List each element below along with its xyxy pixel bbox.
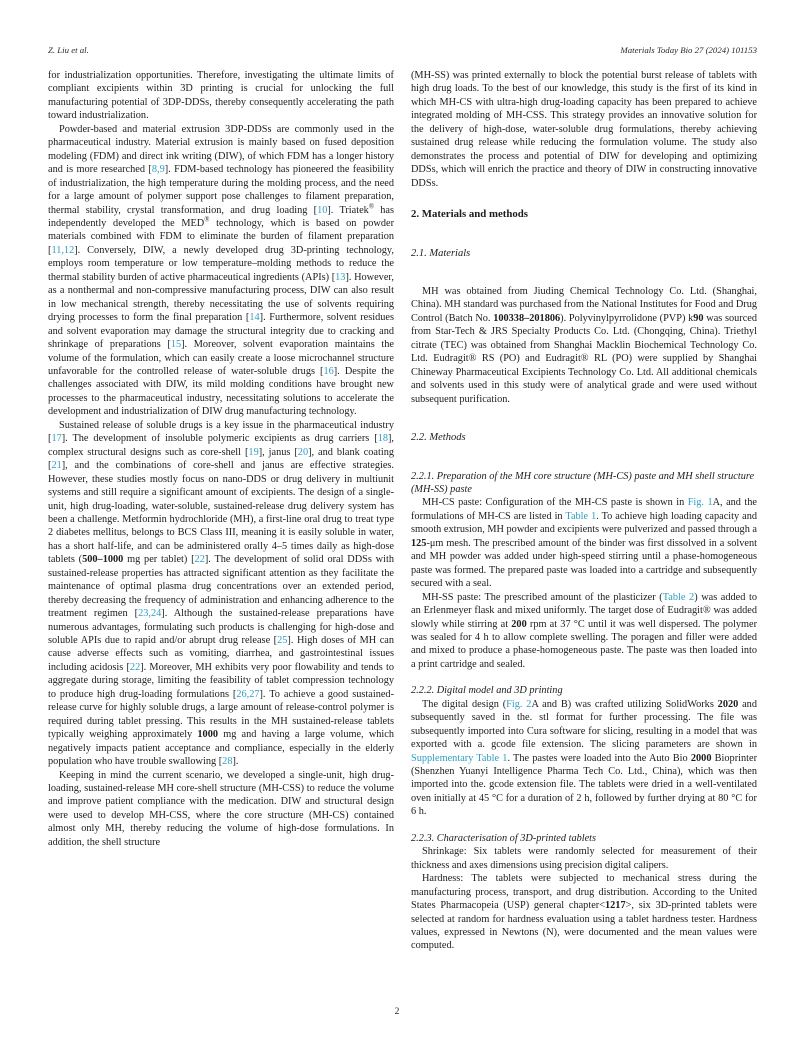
citation-link[interactable]: 22 bbox=[129, 661, 141, 673]
text-span: 2020 bbox=[717, 698, 739, 710]
text-span: Sustained release of soluble drugs is a key issue in the pharmaceutical industry [ bbox=[48, 419, 394, 445]
text-span: MH was obtained from Jiuding Chemical Technology Co. Ltd. (Shanghai, China). MH standard was purchased from the National Institutes for Food and Drug Control (Batch No. bbox=[411, 285, 757, 324]
citation-link[interactable]: 22 bbox=[194, 554, 205, 566]
text-span: mg and having a large volume, which negatively impacts patient acceptance and compliance, especially in the elderly population who have trouble swallowing [ bbox=[48, 729, 394, 768]
methods-paragraph-shrinkage bbox=[411, 845, 757, 872]
methods-paragraph-hardness bbox=[411, 872, 757, 953]
subsubsection-heading-paste-preparation bbox=[411, 470, 757, 497]
text-span: ) was added to an Erlenmeyer flask and mixed uniformly. The target dose of Eudragit® was added slowly while stirring at bbox=[411, 591, 757, 630]
citation-link[interactable]: Fig. 1 bbox=[687, 497, 713, 509]
text-span: 2000 bbox=[690, 752, 712, 764]
text-span: 500–1000 bbox=[82, 554, 124, 566]
subsection-heading-methods bbox=[411, 431, 757, 444]
text-span: ], complex structural designs such as core-shell [ bbox=[48, 433, 394, 458]
citation-link[interactable]: 14 bbox=[249, 312, 260, 324]
text-span: ]. bbox=[232, 756, 239, 768]
running-head bbox=[48, 45, 757, 55]
text-span: ]. Despite the challenges associated with DIW, its mild molding conditions have brought new processes to the pharmaceutical industry, necessitating solutions to accelerate the development and industrialization of DIW drug manufacturing technology. bbox=[48, 365, 394, 418]
text-span: ]. Moreover, MH exhibits very poor flowability and tends to aggregate during storage, limiting the feasibility of tablet compression technology to produce high drug-loading formulations [ bbox=[48, 661, 394, 700]
text-span: ]. Although the sustained-release preparations have numerous advantages, formulating such products is challenging for high-dose and soluble APIs due to rapid and/or abrupt drug release [ bbox=[48, 608, 394, 647]
text-span: >, six 3D-printed tablets were selected at random for hardness evaluation using a tablet hardness tester. Hardness values, expressed in Newtons (N), were documented and the mean values were computed. bbox=[411, 900, 757, 952]
two-column-body bbox=[48, 69, 757, 953]
citation-link[interactable]: 16 bbox=[323, 365, 334, 377]
text-span: The digital design ( bbox=[422, 698, 507, 710]
text-span: 1217 bbox=[605, 900, 626, 912]
citation-link[interactable]: 8,9 bbox=[151, 164, 165, 176]
text-span: for industrialization opportunities. Therefore, investigating the ultimate limits of compliant excipients within 3D printing is crucial for unlocking the full manufacturing potential of 3DP-DDSs, thereby consequently accelerating the path toward industrialization. bbox=[48, 70, 394, 122]
citation-link[interactable]: Table 2 bbox=[662, 591, 695, 603]
text-span: A, and the formulations of MH-CS are listed in bbox=[411, 497, 757, 522]
text-span: Keeping in mind the current scenario, we developed a single-unit, high drug-loading, sustained-release MH core-shell structure (MH-CSS) to reduce the volume and improve patient compliance with the medication. DIW and structural design were used to develop MH-CSS, where the core structure (MH-CS) contained almost only MH, thereby reducing the volume of high-dose formulations. In addition, the shell structure bbox=[48, 769, 394, 848]
text-span: . The pastes were loaded into the Auto Bio bbox=[507, 752, 691, 764]
text-span: 100338–201806 bbox=[493, 312, 561, 324]
subsection-heading-materials bbox=[411, 247, 757, 260]
text-span: ], janus [ bbox=[258, 446, 298, 458]
text-span: ). Polyvinylpyrrolidone (PVP) k bbox=[560, 312, 694, 324]
right-column bbox=[411, 69, 757, 953]
text-span: MH-CS paste: Configuration of the MH-CS paste is shown in bbox=[422, 497, 688, 509]
text-span: . To achieve high loading capacity and smooth extrusion, MH powder and excipients were pulverized and passed through a bbox=[411, 510, 758, 536]
text-span: 200 bbox=[511, 618, 527, 630]
text-span: MH-SS paste: The prescribed amount of the plasticizer ( bbox=[422, 591, 663, 603]
citation-link[interactable]: 28 bbox=[222, 756, 233, 768]
text-span: rpm at 37 °C until it was well dispersed. The polymer was sealed for 4 h to allow complete swelling. The poragen and filler were added and mixed to produce a phase-homogeneous paste. The paste was then loaded into a print cartridge and sealed. bbox=[411, 618, 758, 670]
text-span: ]. The development of insoluble polymeric excipients as drug carriers [ bbox=[61, 433, 378, 445]
text-span: ]. Furthermore, solvent residues and solvent evaporation may damage the structural integrity due to cracking and shrinkage of preparations [ bbox=[48, 312, 394, 351]
citation-link[interactable]: 11,12 bbox=[51, 244, 75, 256]
text-span: technology, which is based on powder materials combined with FDM to eliminate the burden of filament preparation [ bbox=[48, 217, 394, 256]
intro-paragraph-current-scenario bbox=[48, 769, 394, 850]
text-span: 2.2.1. Preparation of the MH core structure (MH-CS) paste and MH shell structure (MH-SS) paste bbox=[411, 470, 755, 495]
text-span: ], and the combinations of core-shell and janus are effective strategies. However, these studies mostly focus on nano-DDS or drug delivery in multiunit systems and still require a significant amount of excipients. The design of a single-unit, high drug-loading, water-soluble, sustained-release drug delivery system has been a challenge. Metformin hydrochloride (MH), a first-line oral drug to treat type 2 diabetes mellitus, belongs to BCS Class III, meaning it is easily soluble in water, has a short half-life, and can be administered orally 4–5 times daily as high-dose tablets ( bbox=[48, 460, 394, 566]
citation-link[interactable]: 26,27 bbox=[236, 688, 260, 700]
citation-link[interactable]: 18 bbox=[377, 433, 388, 445]
text-span: Shrinkage: Six tablets were randomly selected for measurement of their thickness and axes dimensions using precision digital calipers. bbox=[411, 846, 757, 871]
citation-link[interactable]: 10 bbox=[317, 204, 328, 216]
subsubsection-heading-digital-model bbox=[411, 684, 757, 697]
text-span: 2.2. Methods bbox=[411, 432, 466, 444]
methods-paragraph-mhcs-paste bbox=[411, 496, 757, 590]
text-span: ], and blank coating [ bbox=[48, 446, 394, 472]
citation-link[interactable]: 17 bbox=[51, 433, 62, 445]
text-span: ]. Conversely, DIW, a newly developed drug 3D-printing technology, employs room temperature or low temperature–molding methods to reduce the thermal stability burden of active pharmaceutical ingredients (APIs) [ bbox=[48, 244, 394, 283]
left-column bbox=[48, 69, 394, 953]
text-span: mg per tablet) [ bbox=[123, 554, 195, 566]
text-span: ]. Moreover, solvent evaporation maintains the volume of the formulation, which can easily create a loose microchannel structure unfavorable for the controlled release of water-soluble drugs [ bbox=[48, 339, 394, 377]
text-span: was sourced from Star-Tech & JRS Specialty Products Co. Ltd. (Chongqing, China). Triethyl citrate (TEC) was obtained from Shanghai Macklin Biochemical Technology Co. Ltd. Eudragit® RS (PO) and Eudragit® RL (PO) were supplied by Shanghai Chineway Pharmaceutical Excipients Technology Co. Ltd. All additional chemicals and solvents used in this study were of analytical grade and were used without subsequent purification. bbox=[411, 312, 758, 405]
citation-link[interactable]: 20 bbox=[297, 446, 309, 458]
text-span: Powder-based and material extrusion 3DP-DDSs are commonly used in the pharmaceutical industry. Material extrusion is mainly based on fused deposition modeling (FDM) and direct ink writing (DIW), of which FDM has a longer history and is more researched [ bbox=[48, 123, 394, 176]
intro-paragraph-sustained-release bbox=[48, 419, 394, 769]
running-head-journal: Materials Today Bio 27 (2024) 101153 bbox=[620, 45, 757, 55]
citation-link[interactable]: Table 1 bbox=[565, 510, 597, 522]
text-span: ]. However, as a nonthermal and non-compressive manufacturing process, DIW can also result in low mechanical strength, thereby necessitating the use of solvents requiring drying processes to form the final preparation [ bbox=[48, 271, 394, 324]
text-span: 125 bbox=[411, 537, 427, 549]
text-span: ® bbox=[368, 203, 374, 211]
text-span: 1000 bbox=[197, 729, 218, 741]
text-span: and subsequently saved in the. stl format for further processing. The file was subsequently imported into Cura software for slicing, resulting in a model that was exported with a. gcode file extension. The slicing parameters are shown in bbox=[411, 698, 757, 751]
text-span: 90 bbox=[693, 312, 704, 324]
methods-paragraph-digital-design bbox=[411, 698, 757, 819]
text-span: ]. To achieve a good sustained-release curve for highly soluble drugs, a large amount of release-control polymer is required during tablet pressing. This results in the MH sustained-release tablets typically weighing approximately bbox=[48, 688, 394, 741]
text-span: ]. Triatek bbox=[327, 204, 369, 216]
text-span: (MH-SS) was printed externally to block the potential burst release of tablets with high drug loads. To the best of our knowledge, this study is the first of its kind in which MH-CS with ultra-high drug-loading capacity has been prepared to achieve integrated molding of MH-CSS. This strategy provides an innovative solution for the delivery of high-dose, water-soluble drug formulations, thereby achieving sustained drug release while reducing the formulation volume. The study also demonstrates the process and potential of DIW for developing and optimizing DDSs, which will enrich the practice and theory of DIW in constructing innovative DDSs. bbox=[411, 70, 757, 189]
text-span: -μm mesh. The prescribed amount of the binder was first dissolved in a solvent and MH powder was added under high-speed stirring until a phase-homogeneous paste was formed. The prepared paste was loaded into a cartridge and subsequently secured with a seal. bbox=[411, 537, 757, 590]
intro-paragraph-continuation bbox=[48, 69, 394, 123]
section-heading-materials-and-methods bbox=[411, 208, 757, 221]
text-span: ® bbox=[204, 216, 210, 224]
citation-link[interactable]: 13 bbox=[335, 271, 346, 283]
text-span: A and B) was crafted utilizing SolidWorks bbox=[531, 698, 718, 710]
materials-paragraph bbox=[411, 285, 757, 406]
text-span: ]. The development of solid oral DDSs with sustained-release properties has attracted significant attention as they facilitate the maintenance of optimal plasma drug concentrations over an extended period, thereby decreasing the frequency of administration and enhancing adherence to the treatment regimen [ bbox=[48, 554, 394, 620]
citation-link[interactable]: 15 bbox=[170, 339, 182, 351]
citation-link[interactable]: 25 bbox=[277, 635, 288, 647]
text-span: 2. Materials and methods bbox=[411, 208, 528, 221]
text-span: Bioprinter (Shenzhen Yuanyi Intelligence Pharma Tech Co. Ltd., China), which was then imported into the. gcode extension file. The tablets were dried in a well-ventilated oven initially at 45 °C for a duration of 2 h, followed by further drying at 80 °C for 6 h. bbox=[411, 752, 758, 818]
page-number: 2 bbox=[394, 1007, 400, 1017]
text-span: 2.2.3. Characterisation of 3D-printed tablets bbox=[411, 832, 597, 844]
text-span: 2.1. Materials bbox=[411, 247, 471, 259]
citation-link[interactable]: 21 bbox=[51, 460, 62, 472]
intro-paragraph-mhss bbox=[411, 69, 757, 190]
intro-paragraph-extrusion bbox=[48, 123, 394, 419]
running-head-author: Z. Liu et al. bbox=[48, 45, 89, 55]
text-span: ]. FDM-based technology has pioneered the feasibility of industrialization, the high temperature during the molding process, and the need for a large amount of polymer support pose challenges to filament preparation, thermal stability, crystal transformation, and drug loading [ bbox=[48, 164, 394, 216]
methods-paragraph-mhss-paste bbox=[411, 591, 757, 672]
citation-link[interactable]: 23,24 bbox=[138, 608, 162, 620]
text-span: 2.2.2. Digital model and 3D printing bbox=[411, 685, 563, 697]
citation-link[interactable]: Supplementary Table 1 bbox=[411, 752, 508, 764]
text-span: ]. High doses of MH can cause adverse effects such as vomiting, diarrhea, and gastrointestinal issues including acidosis [ bbox=[48, 635, 395, 673]
text-span: has independently developed the MED bbox=[48, 204, 394, 229]
citation-link[interactable]: Fig. 2 bbox=[506, 698, 532, 710]
citation-link[interactable]: 19 bbox=[248, 446, 259, 458]
text-span: Hardness: The tablets were subjected to mechanical stress during the manufacturing process, transport, and drug distribution. According to the United States Pharmacopeia (USP) general chapter< bbox=[411, 873, 757, 912]
subsubsection-heading-characterisation bbox=[411, 832, 757, 845]
